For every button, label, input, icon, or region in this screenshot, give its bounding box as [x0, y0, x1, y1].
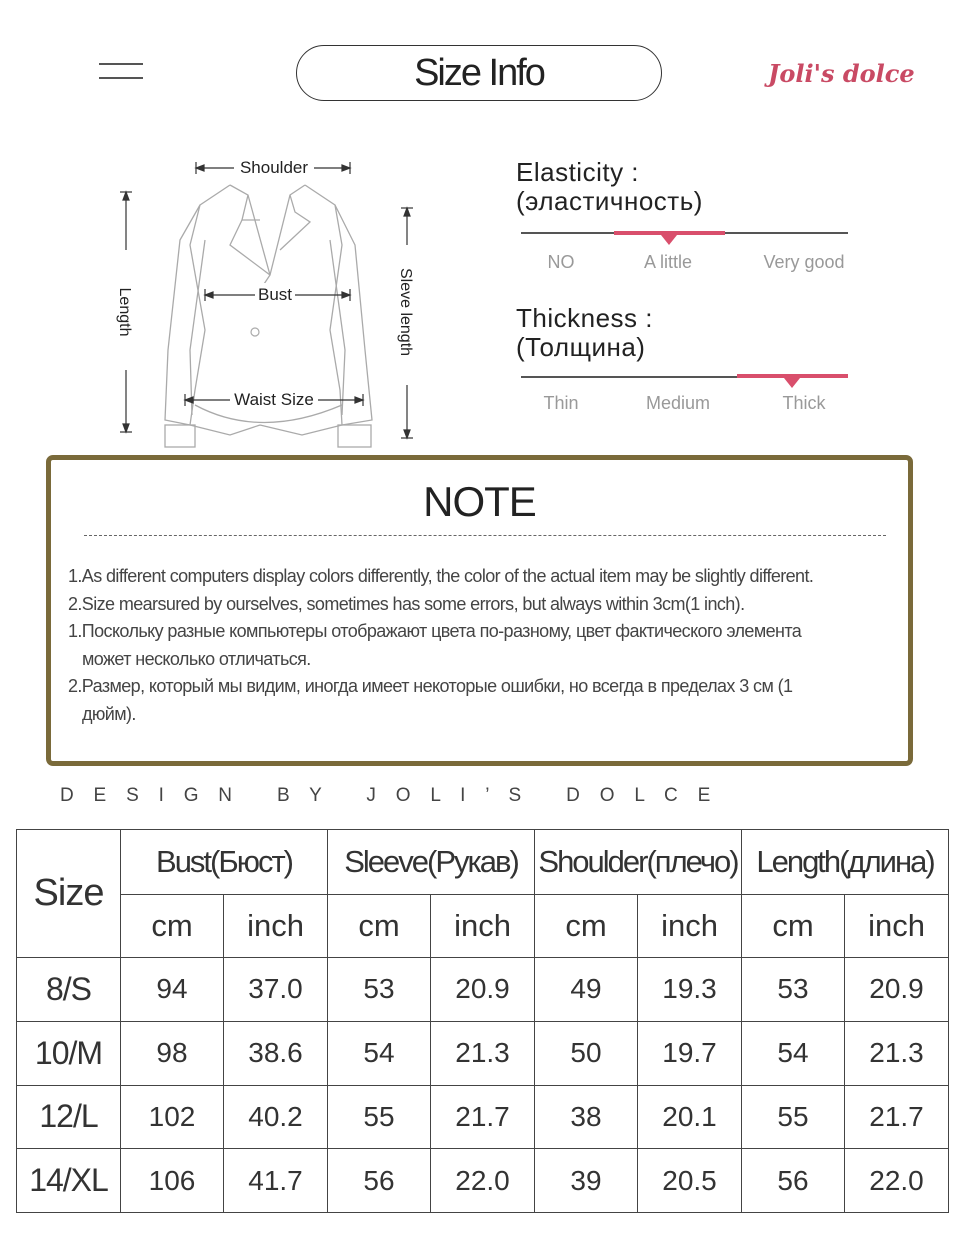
unit-header: cm — [535, 895, 638, 958]
table-cell: 50 — [535, 1021, 638, 1085]
size-cell: 10/M — [17, 1021, 121, 1085]
table-row — [17, 958, 949, 1022]
table-cell: 49 — [535, 958, 638, 1022]
unit-header: inch — [431, 895, 535, 958]
note-text — [68, 563, 908, 728]
brand-logo-text: Joli's dolce — [768, 59, 915, 88]
thickness-option-thick: Thick — [782, 393, 826, 413]
table-cell: 102 — [121, 1085, 224, 1149]
bust-column-header: Bust(Бюст) — [121, 830, 328, 895]
elasticity-option-very-good: Very good — [763, 252, 845, 272]
note-line: 1.As different computers display colors differently, the color of the actual item may be slightly different. — [68, 566, 814, 586]
blazer-sketch-icon — [110, 150, 430, 455]
elasticity-title: Elasticity : (эластичность) — [516, 157, 703, 216]
shoulder-label: Shoulder — [239, 158, 309, 177]
size-table — [16, 829, 949, 1213]
thickness-option-thin: Thin — [543, 393, 579, 413]
table-cell: 39 — [535, 1149, 638, 1213]
table-cell: 22.0 — [431, 1149, 535, 1213]
table-cell: 54 — [328, 1021, 431, 1085]
table-cell: 38.6 — [224, 1021, 328, 1085]
table-cell: 53 — [742, 958, 845, 1022]
thickness-pointer-icon — [784, 378, 800, 388]
note-divider — [84, 535, 886, 536]
note-line: дюйм). — [82, 703, 136, 724]
note-title: NOTE — [423, 478, 536, 525]
unit-header: inch — [638, 895, 742, 958]
table-cell: 53 — [328, 958, 431, 1022]
menu-icon[interactable] — [99, 63, 143, 81]
table-cell: 20.9 — [431, 958, 535, 1022]
elasticity-option-no: NO — [547, 252, 575, 272]
garment-diagram — [110, 150, 430, 455]
unit-header: inch — [224, 895, 328, 958]
sleeve-length-label: Sleve length — [397, 267, 414, 357]
table-cell: 19.7 — [638, 1021, 742, 1085]
note-line: 1.Поскольку разные компьютеры отображают цвета по-разному, цвет фактического элемента — [68, 621, 802, 641]
unit-header: cm — [121, 895, 224, 958]
table-cell: 19.3 — [638, 958, 742, 1022]
note-line: может несколько отличаться. — [82, 648, 311, 669]
sleeve-column-header: Sleeve(Рукав) — [328, 830, 535, 895]
table-cell: 56 — [742, 1149, 845, 1213]
table-cell: 55 — [742, 1085, 845, 1149]
table-cell: 37.0 — [224, 958, 328, 1022]
size-column-header: Size — [17, 830, 121, 958]
elasticity-pointer-icon — [661, 235, 677, 245]
length-column-header: Length(длина) — [742, 830, 949, 895]
table-cell: 41.7 — [224, 1149, 328, 1213]
table-cell: 106 — [121, 1149, 224, 1213]
table-cell: 54 — [742, 1021, 845, 1085]
table-cell: 20.5 — [638, 1149, 742, 1213]
design-by-tagline: D E S I G N B Y J O L I ’ S D O L C E — [60, 785, 712, 806]
table-cell: 40.2 — [224, 1085, 328, 1149]
thickness-option-medium: Medium — [645, 393, 711, 413]
waist-label: Waist Size — [234, 390, 314, 409]
table-row — [17, 1149, 949, 1213]
table-row — [17, 1021, 949, 1085]
page-title: Size Info — [296, 45, 662, 101]
unit-header: inch — [845, 895, 949, 958]
note-line: 2.Size mearsured by ourselves, sometimes has some errors, but always within 3cm(1 inch). — [68, 593, 745, 614]
table-cell: 20.9 — [845, 958, 949, 1022]
table-cell: 21.7 — [431, 1085, 535, 1149]
table-cell: 98 — [121, 1021, 224, 1085]
unit-header: cm — [328, 895, 431, 958]
table-cell: 21.3 — [431, 1021, 535, 1085]
table-cell: 94 — [121, 958, 224, 1022]
table-cell: 21.3 — [845, 1021, 949, 1085]
table-cell: 21.7 — [845, 1085, 949, 1149]
table-cell: 56 — [328, 1149, 431, 1213]
bust-label: Bust — [257, 285, 293, 304]
length-label: Length — [116, 287, 133, 337]
unit-header: cm — [742, 895, 845, 958]
table-cell: 20.1 — [638, 1085, 742, 1149]
size-cell: 14/XL — [17, 1149, 121, 1213]
thickness-title: Thickness : (Толщина) — [516, 303, 653, 362]
shoulder-column-header: Shoulder(плечо) — [535, 830, 742, 895]
table-cell: 22.0 — [845, 1149, 949, 1213]
note-line: 2.Размер, который мы видим, иногда имеет некоторые ошибки, но всегда в пределах 3 см (1 — [68, 676, 793, 696]
size-cell: 8/S — [17, 958, 121, 1022]
size-cell: 12/L — [17, 1085, 121, 1149]
table-row — [17, 1085, 949, 1149]
brand-logo — [766, 52, 915, 92]
table-cell: 55 — [328, 1085, 431, 1149]
table-cell: 38 — [535, 1085, 638, 1149]
elasticity-option-a-little: A little — [643, 252, 693, 272]
